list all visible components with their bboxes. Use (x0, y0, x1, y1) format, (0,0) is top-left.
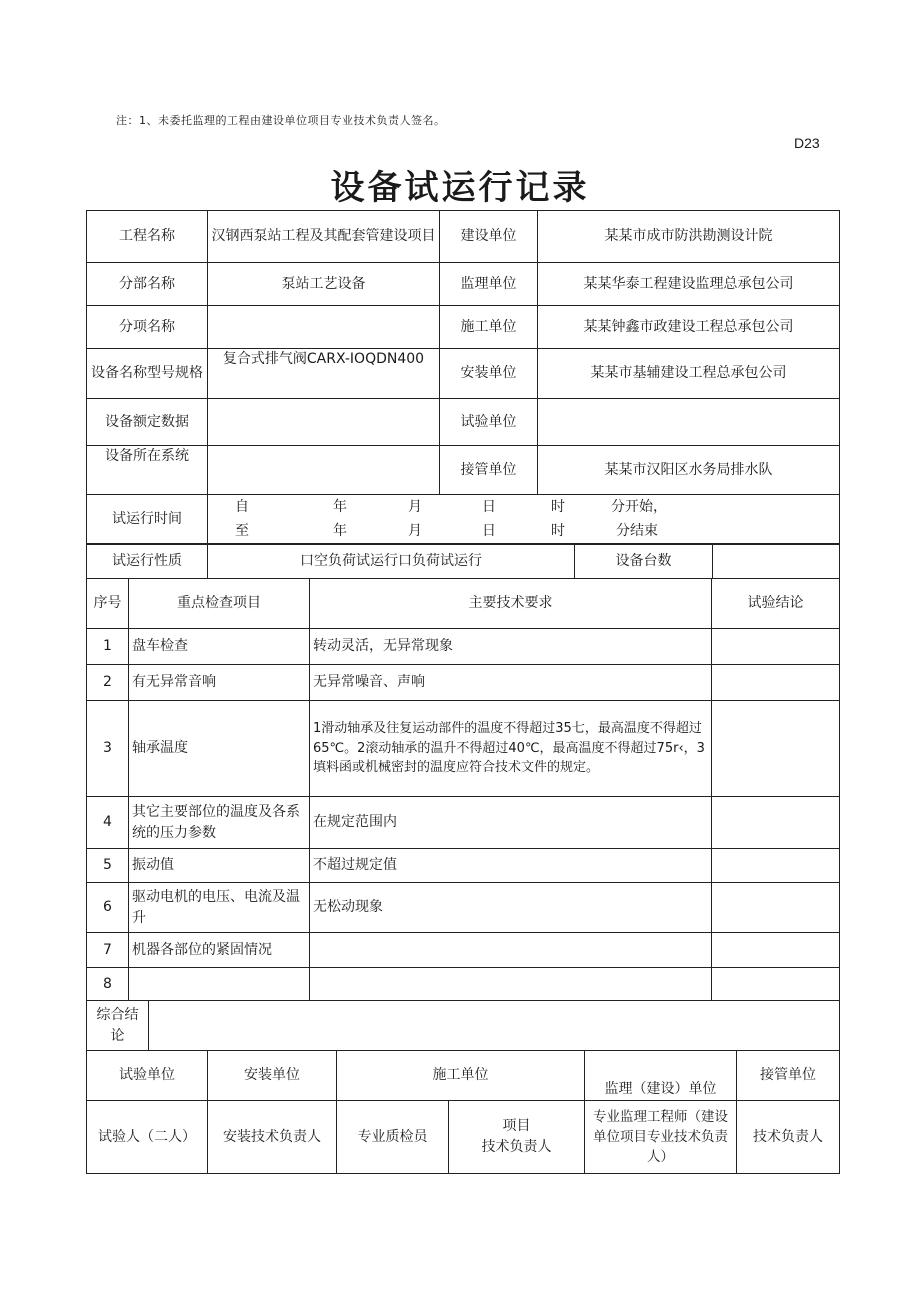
sig-construction-unit: 施工单位 (337, 1051, 585, 1101)
start-suffix: 分开始， (611, 498, 667, 515)
trial-time-label: 试运行时间 (87, 495, 208, 545)
takeover-value[interactable]: 某某市汉阳区水务局排水队 (538, 446, 840, 495)
row-result[interactable] (712, 968, 840, 1001)
trial-nature-value[interactable]: 口空负荷试运行口负荷试运行 (208, 544, 575, 579)
year-word-2: 年 (333, 522, 347, 539)
sig-install-unit: 安装单位 (208, 1051, 337, 1101)
footnote: 注：1、未委托监理的工程由建设单位项目专业技术负责人签名。 (116, 114, 446, 127)
summary-value[interactable] (149, 1001, 840, 1051)
sig-quality-inspector[interactable]: 专业质检员 (337, 1101, 449, 1174)
equipment-label: 设备名称型号规格 (87, 349, 208, 399)
row-item: 其它主要部位的温度及各系统的压力参数 (129, 797, 310, 849)
trial-nature-table (86, 543, 840, 579)
row-requirement: 无松动现象 (310, 883, 712, 933)
project-value[interactable]: 汉钢西泵站工程及其配套管建设项目 (208, 211, 440, 263)
table-row (87, 968, 840, 1001)
subitem-value[interactable] (208, 306, 440, 349)
sig-project-tech-line2: 技术负责人 (481, 1139, 552, 1155)
construction-label: 施工单位 (440, 306, 538, 349)
project-label: 工程名称 (87, 211, 208, 263)
form-code: D23 (794, 135, 820, 151)
build-unit-label: 建设单位 (440, 211, 538, 263)
build-unit-value[interactable]: 某某市成市防洪勘测设计院 (538, 211, 840, 263)
month-word: 月 (408, 498, 422, 515)
from-word: 自 (235, 498, 249, 515)
trial-time-table (86, 494, 840, 545)
row-requirement: 不超过规定值 (310, 849, 712, 883)
row-item: 盘车检查 (129, 629, 310, 665)
summary-label: 综合结论 (87, 1001, 149, 1051)
install-value[interactable]: 某某市基辅建设工程总承包公司 (538, 349, 840, 399)
rated-label: 设备额定数据 (87, 399, 208, 446)
row-no: 6 (87, 883, 129, 933)
sig-project-tech[interactable] (449, 1101, 585, 1174)
row-result[interactable] (712, 701, 840, 797)
sig-test-unit: 试验单位 (87, 1051, 208, 1101)
page-title: 设备试运行记录 (330, 168, 590, 208)
row-item: 机器各部位的紧固情况 (129, 933, 310, 968)
seq-header: 序号 (87, 579, 129, 629)
row-requirement (310, 933, 712, 968)
row-item: 振动值 (129, 849, 310, 883)
rated-value[interactable] (208, 399, 440, 446)
construction-value[interactable]: 某某钟鑫市政建设工程总承包公司 (538, 306, 840, 349)
row-item: 轴承温度 (129, 701, 310, 797)
division-label: 分部名称 (87, 263, 208, 306)
requirement-header: 主要技术要求 (310, 579, 712, 629)
supervision-value[interactable]: 某某华泰工程建设监理总承包公司 (538, 263, 840, 306)
trial-time-value[interactable] (208, 495, 840, 545)
row-requirement: 1滑动轴承及往复运动部件的温度不得超过35七，最高温度不得超过65℃。2滚动轴承的温升不得超过40℃，最高温度不得超过75r‹，3填料函或机械密封的温度应符合技术文件的规定。 (310, 701, 712, 797)
table-row (87, 849, 840, 883)
day-word: 日 (482, 498, 496, 515)
division-value[interactable]: 泵站工艺设备 (208, 263, 440, 306)
equipment-count-value[interactable] (713, 544, 840, 579)
table-row (87, 629, 840, 665)
day-word-2: 日 (482, 522, 496, 539)
sig-install-tech[interactable]: 安装技术负责人 (208, 1101, 337, 1174)
system-value[interactable] (208, 446, 440, 495)
row-requirement: 转动灵活，无异常现象 (310, 629, 712, 665)
sig-supervisor[interactable]: 专业监理工程师（建设单位项目专业技术负责人） (585, 1101, 737, 1174)
trial-nature-label: 试运行性质 (87, 544, 208, 579)
check-table (86, 578, 840, 1001)
info-table (86, 210, 840, 495)
row-result[interactable] (712, 849, 840, 883)
row-item (129, 968, 310, 1001)
row-result[interactable] (712, 629, 840, 665)
row-requirement: 无异常噪音、声响 (310, 665, 712, 701)
equipment-count-label: 设备台数 (575, 544, 713, 579)
row-no: 1 (87, 629, 129, 665)
signature-table-2 (86, 1100, 840, 1174)
table-row (87, 797, 840, 849)
row-no: 8 (87, 968, 129, 1001)
sig-takeover-tech[interactable]: 技术负责人 (737, 1101, 840, 1174)
row-result[interactable] (712, 883, 840, 933)
hour-word-2: 时 (551, 522, 565, 539)
install-label: 安装单位 (440, 349, 538, 399)
row-no: 3 (87, 701, 129, 797)
hour-word: 时 (551, 498, 565, 515)
row-item: 驱动电机的电压、电流及温升 (129, 883, 310, 933)
signature-table (86, 1050, 840, 1101)
table-row (87, 665, 840, 701)
summary-table (86, 1000, 840, 1051)
row-result[interactable] (712, 665, 840, 701)
test-unit-label: 试验单位 (440, 399, 538, 446)
row-no: 4 (87, 797, 129, 849)
subitem-label: 分项名称 (87, 306, 208, 349)
sig-takeover-unit: 接管单位 (737, 1051, 840, 1101)
end-suffix: 分结束 (616, 522, 658, 539)
row-no: 5 (87, 849, 129, 883)
to-word: 至 (235, 522, 249, 539)
system-label: 设备所在系统 (87, 446, 208, 495)
table-row (87, 883, 840, 933)
test-unit-value[interactable] (538, 399, 840, 446)
row-no: 2 (87, 665, 129, 701)
sig-project-tech-line1: 项目 (502, 1118, 531, 1134)
table-row (87, 701, 840, 797)
supervision-label: 监理单位 (440, 263, 538, 306)
month-word-2: 月 (408, 522, 422, 539)
table-row (87, 933, 840, 968)
takeover-label: 接管单位 (440, 446, 538, 495)
sig-tester[interactable]: 试验人（二人） (87, 1101, 208, 1174)
row-requirement (310, 968, 712, 1001)
row-no: 7 (87, 933, 129, 968)
item-header: 重点检查项目 (129, 579, 310, 629)
row-requirement: 在规定范围内 (310, 797, 712, 849)
sig-supervision-unit: 监理（建设）单位 (585, 1051, 737, 1101)
conclusion-header: 试验结论 (712, 579, 840, 629)
year-word: 年 (333, 498, 347, 515)
row-result[interactable] (712, 933, 840, 968)
row-item: 有无异常音响 (129, 665, 310, 701)
row-result[interactable] (712, 797, 840, 849)
equipment-value[interactable]: 复合式排气阀CARX-IOQDN400 (208, 349, 440, 399)
